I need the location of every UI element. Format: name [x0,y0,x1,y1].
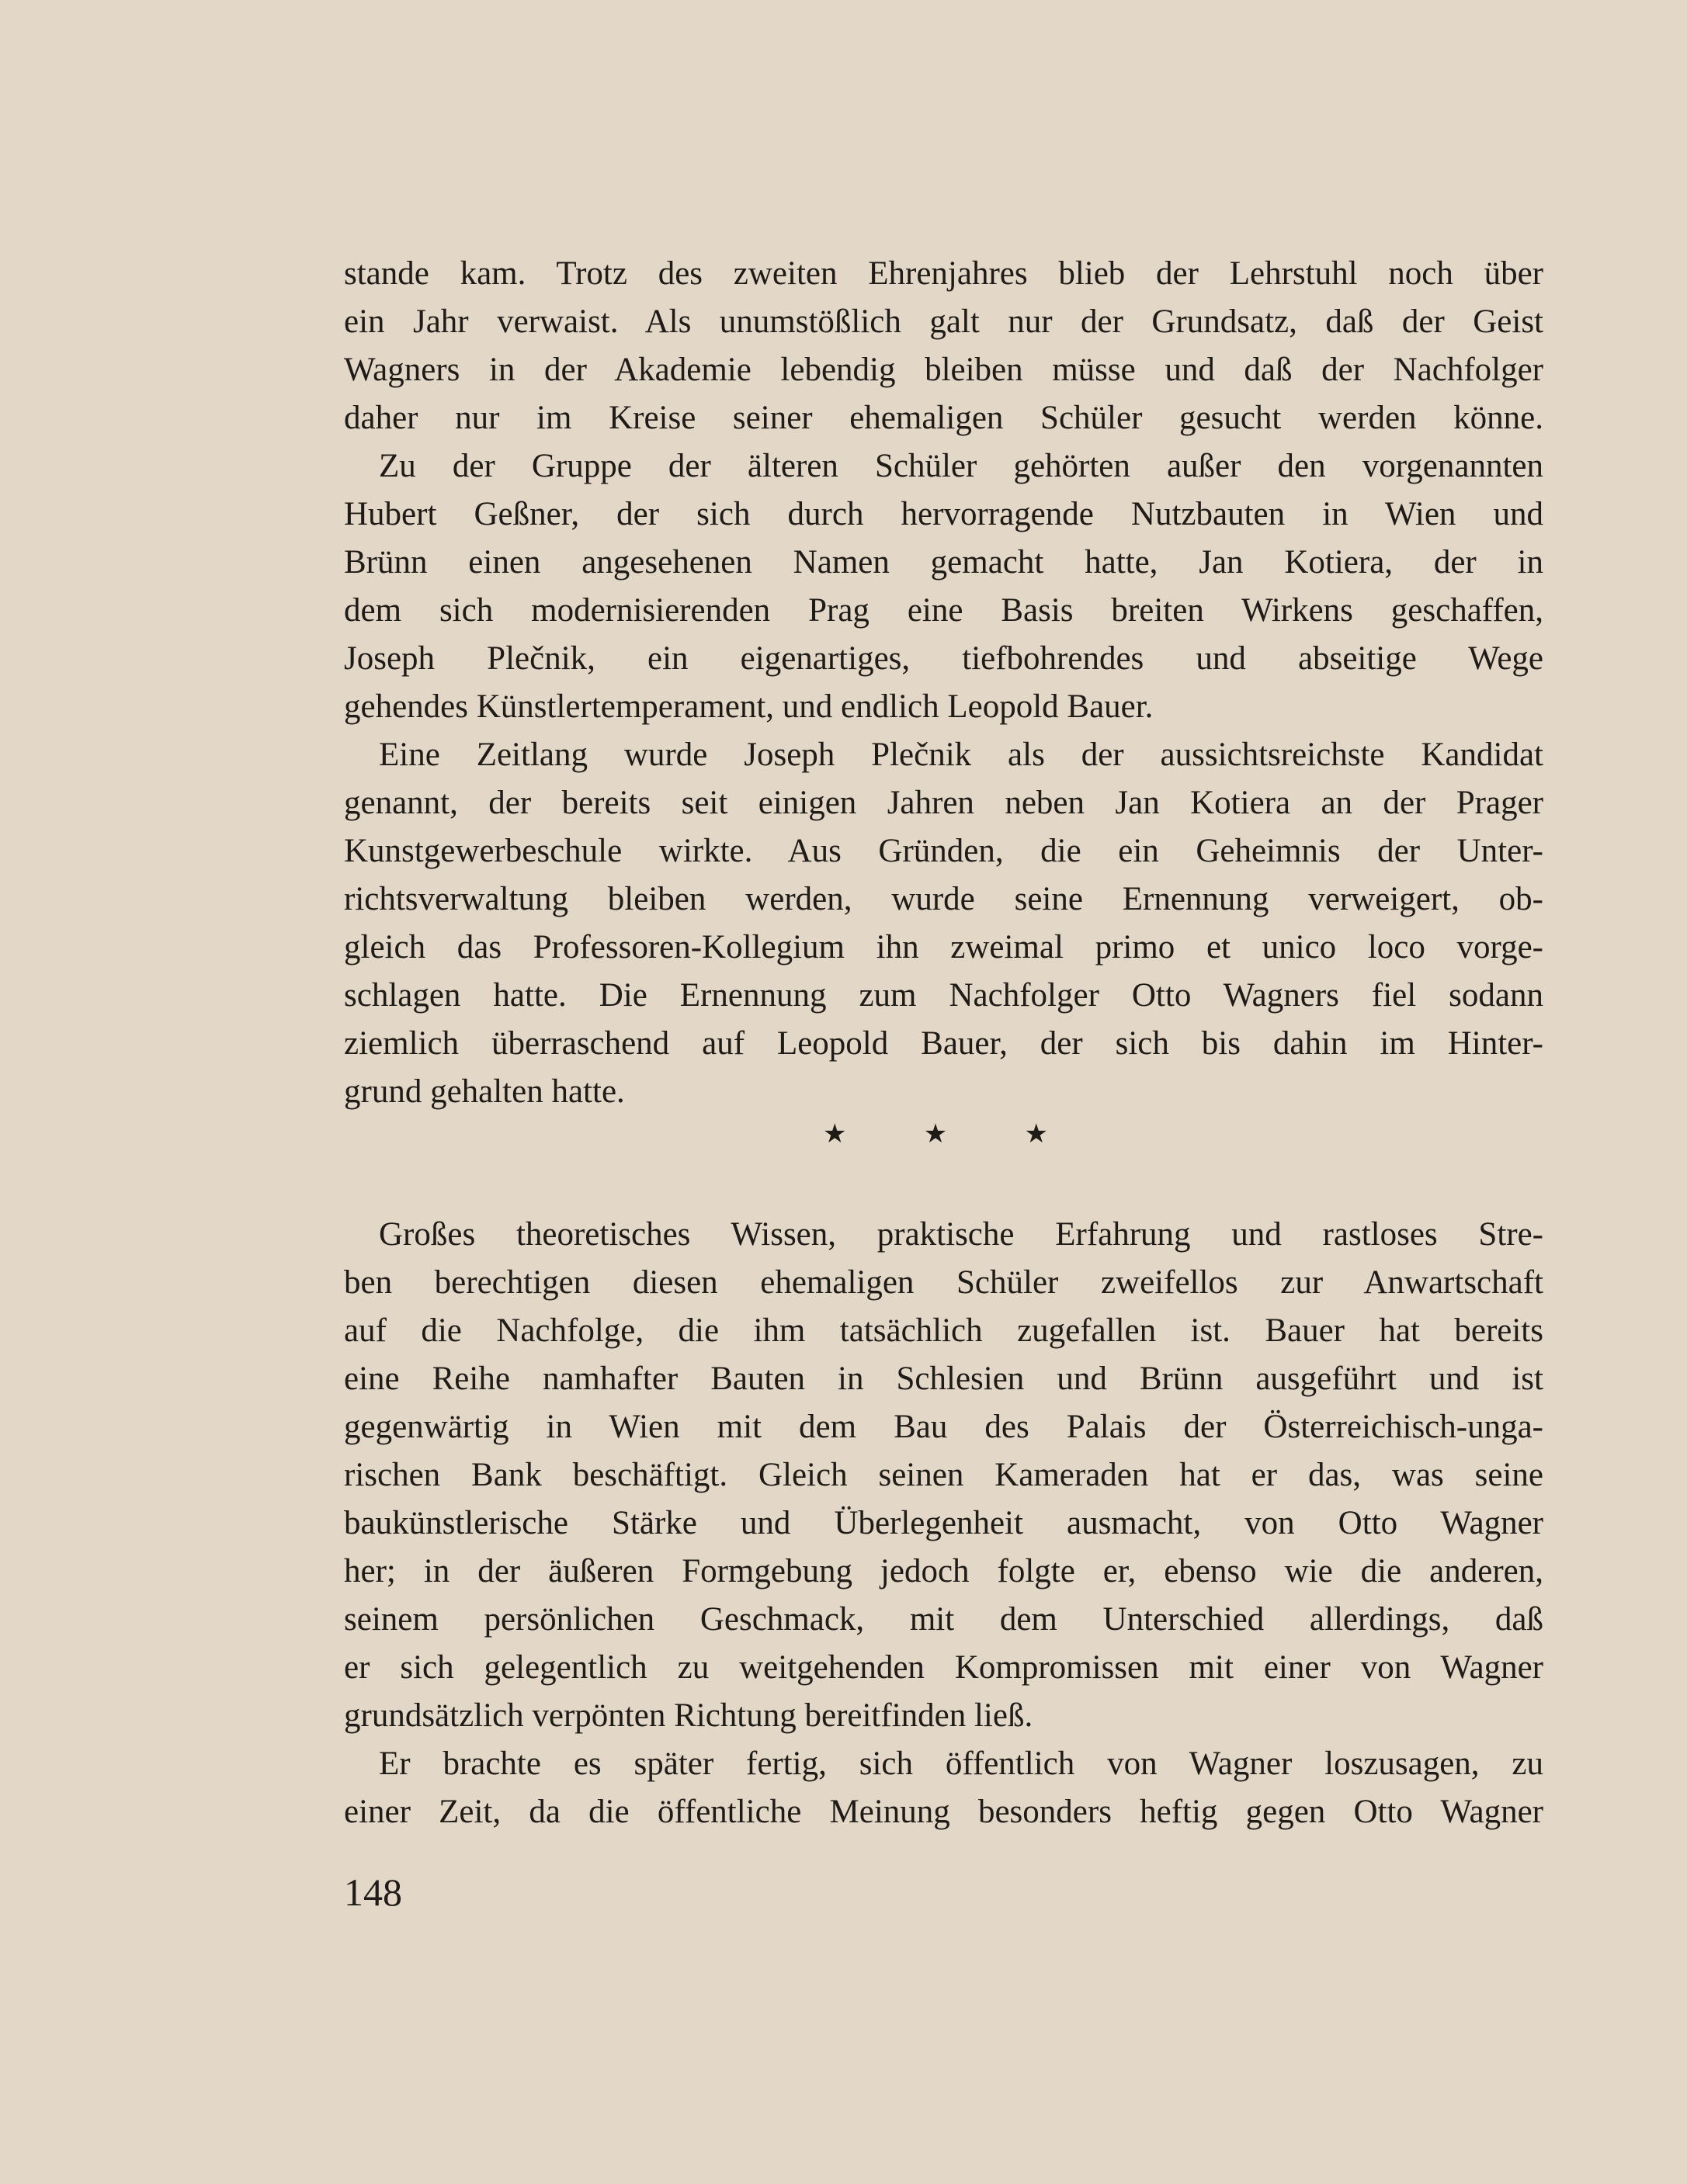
text-line: Joseph Plečnik, ein eigenartiges, tiefbohrendes und abseitige Wege [344,640,1543,677]
text-line: Wagners in der Akademie lebendig bleiben müsse und daß der Nachfolger [344,352,1543,388]
text-line: gegenwärtig in Wien mit dem Bau des Palais der Österreichisch-unga- [344,1409,1543,1445]
page-number: 148 [344,1870,402,1914]
text-line: gehendes Künstlertemperament, und endlich Leopold Bauer. [344,688,1154,725]
text-block-bottom [344,1211,1543,1836]
text-line: ziemlich überraschend auf Leopold Bauer, der sich bis dahin im Hinter- [344,1025,1543,1062]
star-icon: ★ [823,1120,882,1149]
text-line: genannt, der bereits seit einigen Jahren neben Jan Kotiera an der Prager [344,785,1543,821]
text-line: Hubert Geßner, der sich durch hervorragende Nutzbauten in Wien und [344,496,1543,532]
text-line: baukünstlerische Stärke und Überlegenheit ausmacht, von Otto Wagner [344,1505,1543,1541]
text-line: Brünn einen angesehenen Namen gemacht hatte, Jan Kotiera, der in [344,544,1543,581]
text-line: Eine Zeitlang wurde Joseph Plečnik als der aussichtsreichste Kandidat [379,737,1543,773]
text-line: eine Reihe namhafter Bauten in Schlesien und Brünn ausgeführt und ist [344,1361,1543,1397]
section-separator [823,1111,1048,1158]
text-block-top [344,250,1543,1116]
text-line: richtsverwaltung bleiben werden, wurde seine Ernennung verweigert, ob- [344,881,1543,917]
text-line: seinem persönlichen Geschmack, mit dem Unterschied allerdings, daß [344,1601,1543,1638]
text-line: Er brachte es später fertig, sich öffentlich von Wagner loszusagen, zu [379,1745,1543,1782]
text-line: auf die Nachfolge, die ihm tatsächlich zugefallen ist. Bauer hat bereits [344,1312,1543,1349]
text-line: ein Jahr verwaist. Als unumstößlich galt nur der Grundsatz, daß der Geist [344,303,1543,340]
text-line: er sich gelegentlich zu weitgehenden Kompromissen mit einer von Wagner [344,1649,1543,1686]
text-line: stande kam. Trotz des zweiten Ehrenjahres blieb der Lehrstuhl noch über [344,255,1543,292]
text-line: Kunstgewerbeschule wirkte. Aus Gründen, die ein Geheimnis der Unter- [344,833,1543,869]
text-line: dem sich modernisierenden Prag eine Basis breiten Wirkens geschaffen, [344,592,1543,629]
text-line: grund gehalten hatte. [344,1073,625,1110]
text-line: ben berechtigen diesen ehemaligen Schüler zweifellos zur Anwartschaft [344,1264,1543,1301]
text-line: daher nur im Kreise seiner ehemaligen Schüler gesucht werden könne. [344,400,1543,436]
star-icon: ★ [1024,1120,1049,1149]
text-line: Zu der Gruppe der älteren Schüler gehörten außer den vorgenannten [379,448,1543,484]
text-line: grundsätzlich verpönten Richtung bereitfinden ließ. [344,1697,1033,1734]
text-line: gleich das Professoren-Kollegium ihn zweimal primo et unico loco vorge- [344,929,1543,965]
text-line: rischen Bank beschäftigt. Gleich seinen Kameraden hat er das, was seine [344,1457,1543,1493]
text-line: schlagen hatte. Die Ernennung zum Nachfolger Otto Wagners fiel sodann [344,977,1543,1014]
text-line: einer Zeit, da die öffentliche Meinung besonders heftig gegen Otto Wagner [344,1794,1543,1830]
text-line: her; in der äußeren Formgebung jedoch folgte er, ebenso wie die anderen, [344,1553,1543,1589]
text-line: Großes theoretisches Wissen, praktische Erfahrung und rastloses Stre- [379,1216,1543,1253]
star-icon: ★ [923,1120,983,1149]
